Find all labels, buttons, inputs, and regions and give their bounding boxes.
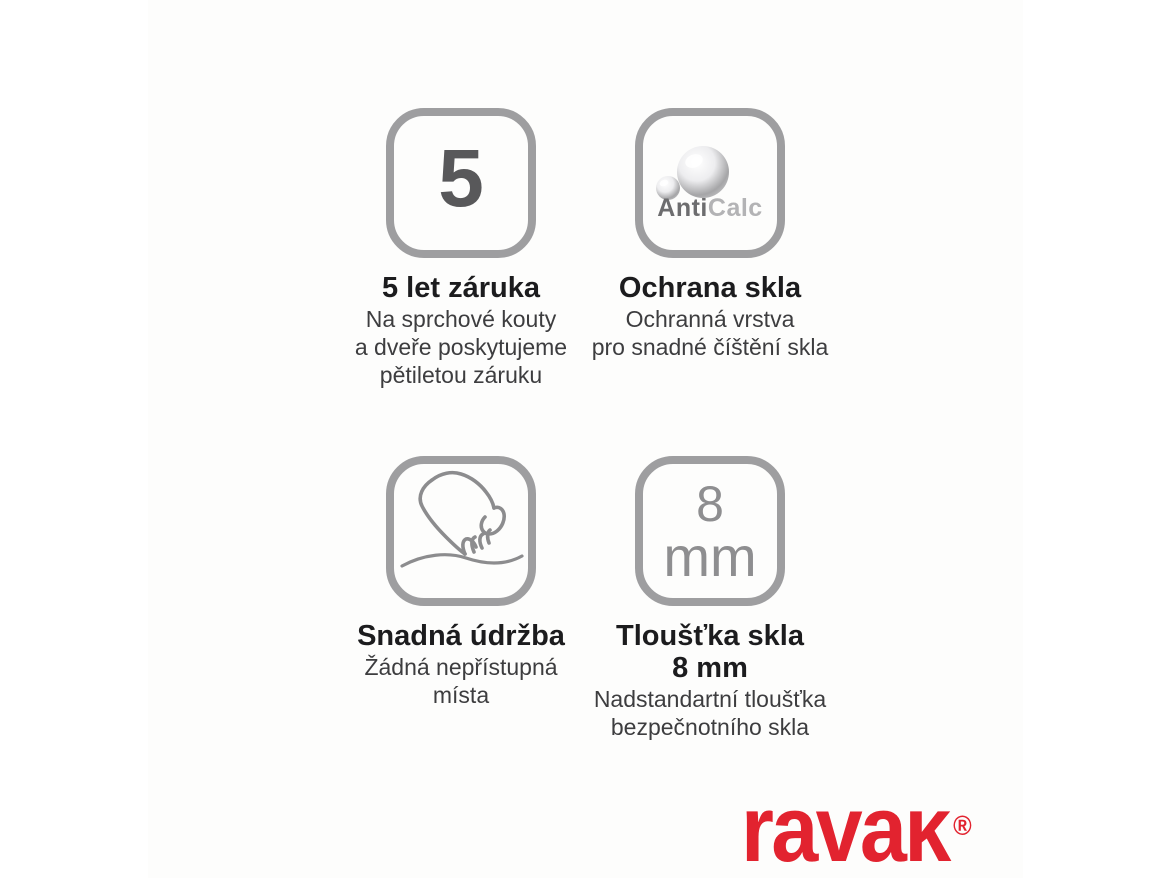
feature-title: 5 let záruka (382, 272, 540, 304)
feature-glass-thickness (585, 456, 835, 741)
anticalc-label-light: Calc (707, 194, 763, 222)
8mm-icon-number: 8 (696, 476, 724, 532)
description-line: a dveře poskytujeme (354, 334, 568, 360)
description-line: pětiletou záruku (379, 362, 543, 388)
description-line: Žádná nepřístupná (364, 654, 558, 680)
description-line: bezpečnotního skla (610, 714, 810, 740)
registered-trademark-icon: ® (953, 810, 972, 841)
hand-icon (394, 464, 528, 598)
ravak-logo (741, 776, 972, 881)
description-line: pro snadné číštění skla (591, 334, 829, 360)
8mm-icon-unit: mm (663, 525, 757, 588)
anticalc-label (643, 196, 777, 221)
description-line: Nadstandartní tloušťka (593, 686, 827, 712)
feature-glass-protection (585, 108, 835, 361)
feature-title-line1: Tloušťka skla (616, 620, 804, 652)
feature-title-line2: 8 mm (672, 652, 748, 684)
feature-title: Ochrana skla (618, 272, 802, 304)
water-bubbles-icon (643, 116, 777, 250)
ravak-logo-text: ravaĸ (741, 776, 949, 881)
feature-title (585, 620, 835, 684)
anticalc-label-dark: Anti (657, 194, 708, 222)
feature-warranty (336, 108, 586, 389)
feature-description (585, 685, 835, 741)
warranty-5-badge (386, 108, 536, 258)
8mm-badge (635, 456, 785, 606)
anticalc-badge (635, 108, 785, 258)
8mm-icon (663, 476, 757, 588)
easy-maintenance-badge (386, 456, 536, 606)
description-line: Ochranná vrstva (625, 306, 795, 332)
feature-description (585, 305, 835, 361)
description-line: místa (432, 682, 490, 708)
feature-title: Snadná údržba (357, 620, 565, 652)
description-line: Na sprchové kouty (365, 306, 557, 332)
number-5-icon: 5 (438, 133, 484, 224)
feature-description (336, 653, 586, 709)
feature-easy-maintenance (336, 456, 586, 709)
feature-description (336, 305, 586, 389)
